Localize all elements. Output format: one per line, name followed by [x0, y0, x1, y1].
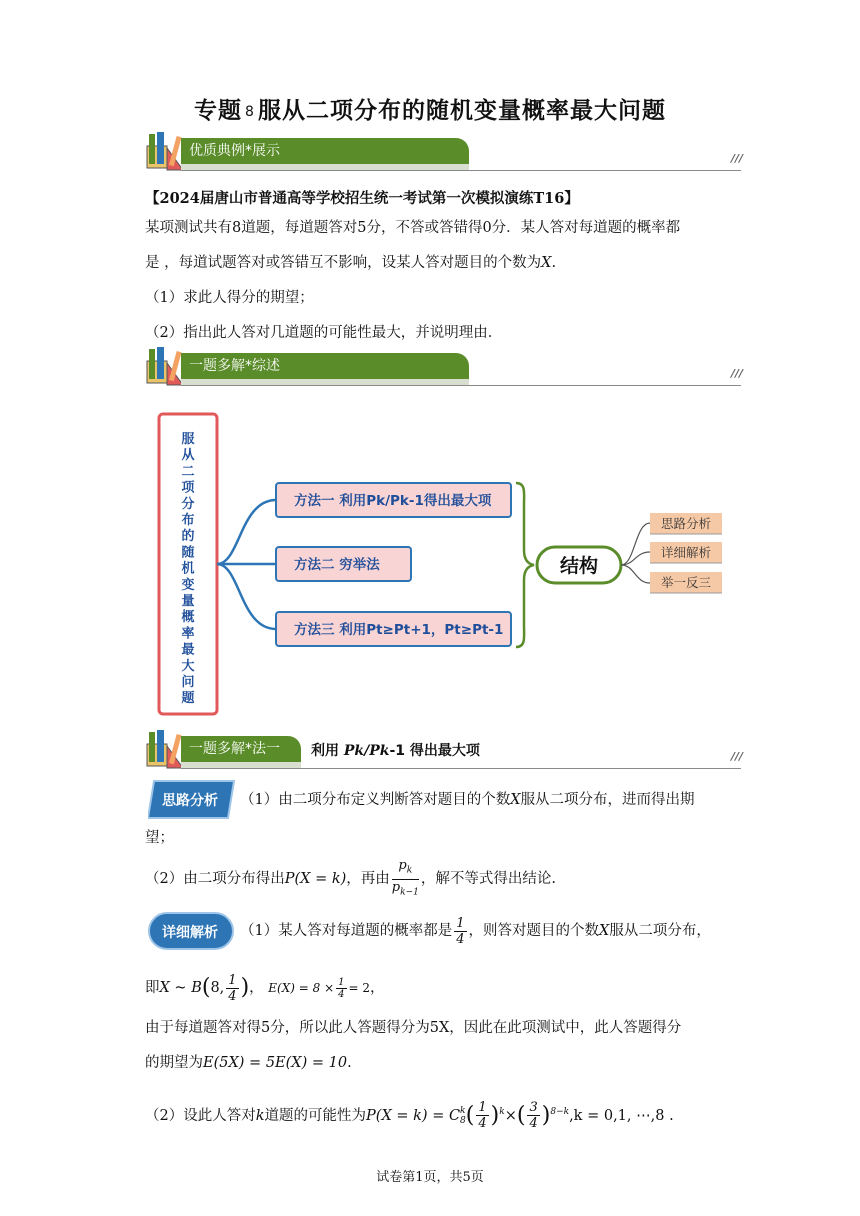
idea-tag	[148, 780, 232, 818]
idea-line-1-cont: 望；	[145, 830, 174, 846]
detail-line-5: （2）设此人答对k道题的可能性为P(X = k) = C k 8 ( $\frac{1}{4}$ )$^k$×( $\frac{3}{4}$ )$^{8-k}$,k = 0,1, ⋯,8 .	[145, 1100, 674, 1132]
title-prefix: 专题	[194, 98, 243, 124]
connector-3	[217, 564, 276, 629]
detail-line-3: 由于每道题答对得5分，所以此人答题得分为5X，因此在此项测试中，此人答题得分	[145, 1020, 682, 1036]
banner-label: 优质典例*展示	[189, 143, 280, 159]
vertical-title-char: 概	[181, 610, 195, 626]
banner-rule	[181, 385, 741, 386]
detail-tag-label: 详细解析	[162, 925, 218, 941]
banner-label: 一题多解*综述	[189, 358, 280, 374]
stationery-icon	[145, 130, 185, 172]
brace	[516, 483, 534, 647]
page-footer: 试卷第1页，共5页	[376, 1170, 484, 1185]
banner-slash: ///	[730, 367, 743, 380]
method-label-1: 方法一 利用Pk/Pk-1得出最大项	[294, 493, 492, 509]
right-label-3: 举一反三	[660, 575, 712, 590]
vertical-title-char: 分	[181, 496, 195, 512]
vertical-title-char: 最	[181, 642, 195, 658]
right-label-1: 思路分析	[660, 516, 712, 531]
detail-line-2: 即X ~ B(8, $\frac{1}{4}$ )， E(X) = 8 × $\frac{1}{4}$ = 2，	[145, 972, 385, 1004]
vertical-title-char: 问	[181, 675, 195, 690]
vertical-title-char: 布	[181, 513, 195, 528]
banner-method-title: 利用 Pk/Pk-1 得出最大项	[311, 743, 480, 759]
section-banner-method-1	[145, 728, 745, 773]
stationery-icon	[145, 728, 185, 770]
banner-slash: ///	[730, 152, 743, 165]
vertical-title-char: 二	[181, 464, 195, 480]
title-main: 服从二项分布的随机变量概率最大问题	[257, 98, 666, 124]
vertical-title-char: 变	[181, 577, 195, 593]
vertical-title-char: 率	[181, 626, 195, 642]
method-label-2: 方法二 穷举法	[294, 557, 380, 573]
title-number: 8	[245, 104, 255, 120]
idea-tag-label: 思路分析	[162, 793, 218, 809]
vertical-title-char: 机	[181, 561, 195, 577]
vertical-title-char: 从	[181, 448, 195, 464]
vertical-title-char: 的	[181, 529, 195, 545]
banner-rule	[181, 170, 741, 171]
idea-line-2: （2）由二项分布得出P(X = k)，再由 $\frac{p_k}{p_{k-1}}$ ，解不等式得出结论.	[145, 858, 556, 898]
detail-line-1: （1）某人答对每道题的概率都是 $\frac{1}{4}$ ，则答对题目的个数X服从二项分布，	[240, 915, 711, 947]
stationery-icon	[145, 345, 185, 387]
right-label-2: 详细解析	[660, 545, 712, 560]
problem-line-1: 某项测试共有8道题，每道题答对5分，不答或答错得0分．某人答对每道题的概率都	[145, 220, 681, 236]
vertical-title	[181, 432, 195, 706]
vertical-title-char: 量	[181, 594, 195, 609]
idea-line-1: （1）由二项分布定义判断答对题目的个数X服从二项分布，进而得出期	[240, 792, 695, 808]
vertical-title-char: 项	[181, 480, 195, 496]
connector-1	[217, 500, 276, 564]
method-label-3: 方法三 利用Pt≥Pt+1，Pt≥Pt-1	[294, 622, 504, 638]
vertical-title-char: 随	[181, 545, 195, 561]
section-banner-overview	[145, 345, 745, 390]
detail-line-4: 的期望为E(5X) = 5E(X) = 10.	[145, 1055, 352, 1071]
vertical-title-char: 题	[181, 691, 195, 707]
page-title	[0, 92, 860, 125]
vertical-title-char: 大	[181, 658, 195, 674]
structure-diagram	[150, 405, 740, 720]
question-1: （1）求此人得分的期望；	[145, 290, 314, 306]
detail-tag	[148, 912, 232, 950]
banner-slash: ///	[730, 750, 743, 763]
vertical-title-char: 服	[181, 432, 195, 447]
problem-line-2: 是 ，每道试题答对或答错互不影响，设某人答对题目的个数为X.	[145, 255, 557, 271]
section-banner-examples	[145, 130, 745, 175]
center-label: 结构	[559, 555, 599, 577]
right-connector-3	[621, 565, 650, 583]
banner-rule	[181, 768, 741, 769]
banner-label: 一题多解*法一	[189, 741, 280, 757]
question-2: （2）指出此人答对几道题的可能性最大，并说明理由．	[145, 325, 503, 341]
problem-source: 【2024届唐山市普通高等学校招生统一考试第一次模拟演练T16】	[145, 190, 579, 207]
